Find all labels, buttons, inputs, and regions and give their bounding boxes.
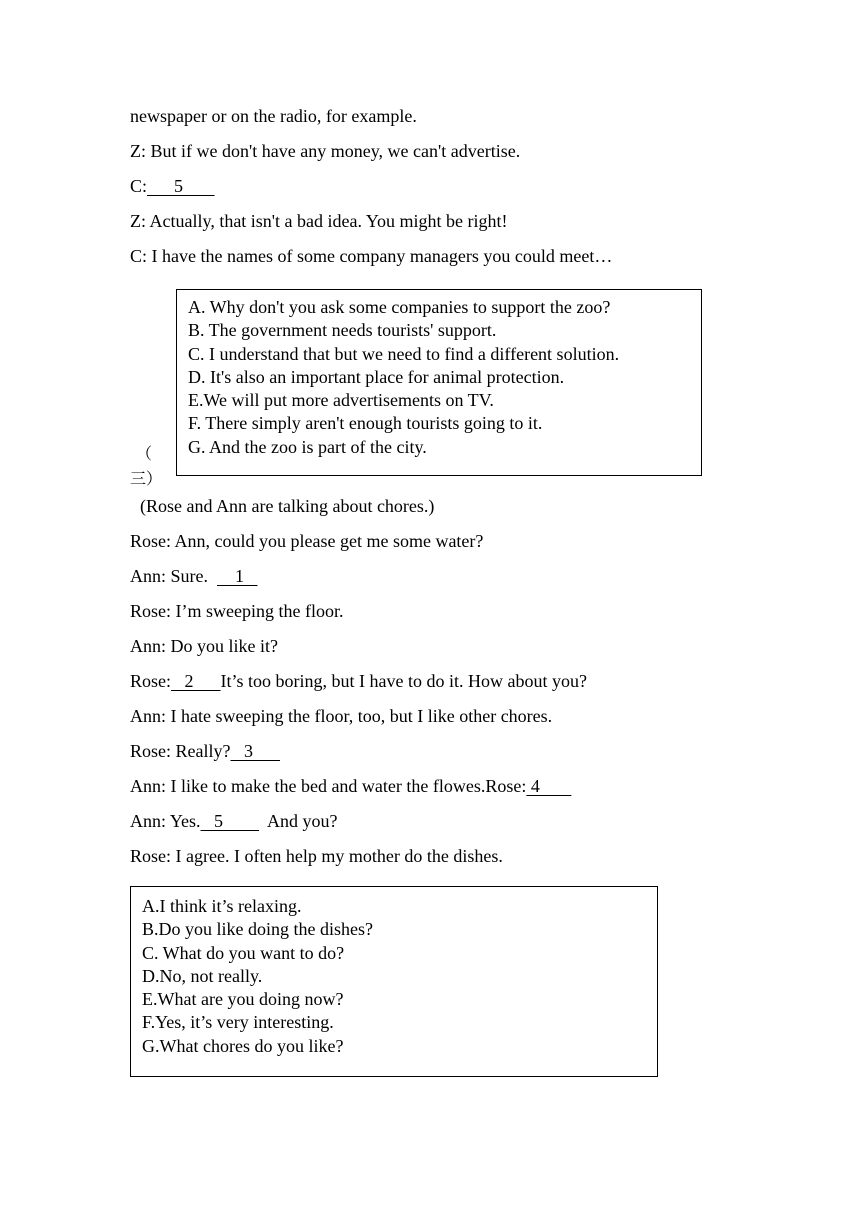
answer-blank-2[interactable]: 2 (171, 671, 221, 691)
option-d: D. It's also an important place for animal protection. (188, 366, 565, 387)
answer-blank-3[interactable]: 3 (230, 741, 280, 761)
speaker-line: Ann: Sure. (130, 566, 217, 586)
speaker-line: Ann: I like to make the bed and water the flowes.Rose: (130, 776, 527, 796)
dialogue-line: Rose: Ann, could you please get me some water? (130, 531, 484, 551)
dialogue-text: It’s too boring, but I have to do it. How about you? (220, 671, 587, 691)
option-e: E.We will put more advertisements on TV. (188, 390, 494, 411)
dialogue-line-blank (130, 810, 338, 832)
section-number: 三） (130, 469, 163, 488)
option-b: B. The government needs tourists' support. (188, 320, 497, 341)
dialogue-line-blank (130, 175, 215, 197)
answer-blank-1[interactable]: 1 (217, 566, 258, 586)
option-g: G.What chores do you like? (142, 1035, 344, 1056)
option-e: E.What are you doing now? (142, 989, 344, 1010)
dialogue-line: Rose: I agree. I often help my mother do the dishes. (130, 846, 503, 866)
dialogue-text: And you? (259, 811, 338, 831)
option-f: F.Yes, it’s very interesting. (142, 1012, 334, 1033)
dialogue-line: C: I have the names of some company managers you could meet… (130, 246, 613, 266)
speaker-line: Rose: Really? (130, 741, 231, 761)
options-box-1 (176, 289, 702, 476)
section-paren: （ (136, 444, 153, 463)
dialogue-line: Rose: I’m sweeping the floor. (130, 601, 344, 621)
speaker-label: Rose: (130, 671, 172, 691)
dialogue-line-blank (130, 565, 258, 587)
section-intro: (Rose and Ann are talking about chores.) (140, 496, 435, 516)
option-a: A. Why don't you ask some companies to support the zoo? (188, 297, 611, 317)
option-a: A.I think it’s relaxing. (142, 896, 302, 916)
answer-blank-5[interactable]: 5 (147, 176, 215, 196)
dialogue-line: Ann: I hate sweeping the floor, too, but I like other chores. (130, 706, 553, 726)
option-d: D.No, not really. (142, 965, 263, 986)
dialogue-line: Z: Actually, that isn't a bad idea. You might be right! (130, 211, 508, 231)
option-c: C. I understand that but we need to find a different solution. (188, 343, 620, 364)
dialogue-line: Ann: Do you like it? (130, 636, 278, 656)
option-f: F. There simply aren't enough tourists going to it. (188, 413, 543, 434)
speaker-line: Ann: Yes. (130, 811, 201, 831)
option-b: B.Do you like doing the dishes? (142, 919, 373, 940)
option-g: G. And the zoo is part of the city. (188, 436, 427, 457)
dialogue-line-blank (130, 740, 280, 762)
dialogue-line: Z: But if we don't have any money, we can't advertise. (130, 141, 521, 161)
dialogue-line-blank (130, 775, 571, 797)
dialogue-line: newspaper or on the radio, for example. (130, 106, 417, 126)
answer-blank-4[interactable]: 4 (526, 776, 572, 796)
option-c: C. What do you want to do? (142, 942, 345, 963)
speaker-label: C: (130, 176, 148, 196)
answer-blank-5[interactable]: 5 (200, 811, 260, 831)
options-box-2 (130, 886, 658, 1077)
dialogue-line-blank (130, 670, 587, 692)
